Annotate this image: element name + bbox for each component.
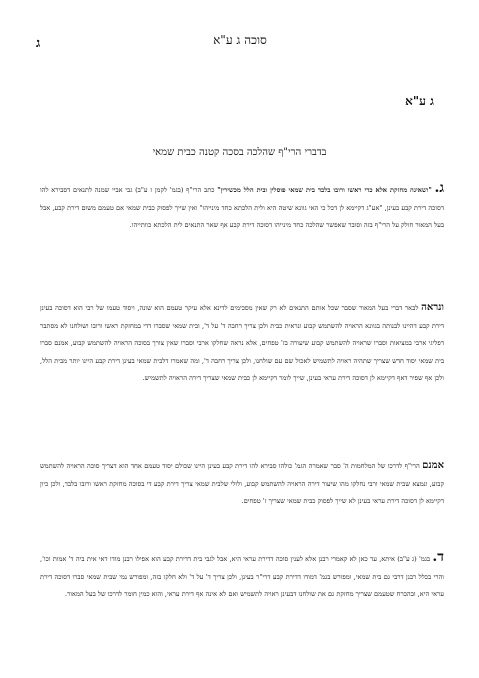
- paragraph-lead: ונראה: [421, 302, 444, 313]
- quoted-phrase: "ושאינה מחזקת אלא כדי ראשו ורובו בלבד בית שמאי פוסלין ובית הלל מכשירין": [217, 186, 432, 194]
- paragraph-text: בגמ' (ג ע"ב) איתא, עד כאן לא קאמרי רבנן אלא לענין סוכה דדירת עראי היא, אבל לגבי בית דדירת קבע הוא אפילו רבנן מודו דאי אית ביה ד' אמות וכו', והרי בכלל רבנן דרבי גם בית שמאי, ומפורש בגמ' דמודו דדירת קבע דרי"ר בעינן, ולכן צריך ד' על ד' ולא חלקו בזה, ומפורש נמי שבית שמאי סברו דסוכה דירת עראי היא, ובהכרח שטעמם שצריך מחזקת גם את שולחנו דבעינן ראויה לתשמיש ואם לא אינה אף דירת עראי, והוא כמין חומר לדרכו של בעל המאור.: [40, 555, 444, 598]
- paragraph-lead: ג.: [434, 180, 444, 196]
- paragraph-2: [40, 299, 444, 388]
- paragraph-3: [40, 457, 444, 511]
- topic-title: בדברי הרי"ף שהלכה בסכה קטנה כבית שמאי: [152, 147, 327, 158]
- paragraph-text: לבאר דברי בעל המאור שסבר שכל אותם התנאים לא רק שאין מסכימים לדינא אלא עיקר טעמם הוא שונה, ויסוד טעמו של רבי הוא דסוכה בעינן דירת קבע דהיינו לבנותה בגוונא הראויה להשתמש קבוע ונראית כבית ולכן צריך רחבה ד' על ד', ובית שמאי שסברו דדי במחזקת ראשו ורובו ושולחנו לא מסתבר דפליגי ארבי במציאות וסברו שראויה להשתמש קבוע שיעורה בז' טפחים, אלא נראה שחלקו ארבי וסברו שאין צורך בסוכה הראויה להשתמש קבוע, אמנם סברו בית שמאי יסוד חדש שצריך שתהיה ראויה לתשמיש לאכול שם עם שולחנו, ולכן צריך רחבה ד', ומה שאמרו דלבית שמאי בעינן דירת קבע היינו יותר מבית הלל, ולכן אף שפיר דאף דקיימא לן דסוכה דירת עראי בעינן, שייך לומר דקיימא לן כבית שמאי שצריך דירה הראויה לתשמיש.: [40, 304, 444, 382]
- paragraph-4: [40, 550, 444, 604]
- running-header-letter: ג: [36, 36, 41, 51]
- paragraph-lead: אמנם: [422, 460, 444, 471]
- section-subheading: ג ע"א: [405, 94, 434, 108]
- paragraph-lead: ד.: [432, 549, 444, 565]
- paragraph-text: כתב הרי"ף (בגמ' לקמן ז ע"ב) גבי אביי שמנה לתנאים דסבירא להו דסוכה דירת קבע בעינן, "אע"ג דקיימא לן דכל כי האי גוונא שיטה היא ולית הלכתא כחד מינייהו" ואין שייך לפסוק כבית שמאי אם טעמם משום דירת קבע, אבל בעל המאור חולק על הרי"ף בזה וסובר שאפשר שהלכה כחד מינייהו דסוכה דירת קבע אף שאר התנאים לית הלכתא כוותייהו.: [40, 186, 444, 229]
- running-header-title: סוכה ג ע"א: [213, 33, 267, 47]
- paragraph-text: הרי"ף לדרכו של המלחמות ה' סבר שאמרה הגמ' כולהו סבירא להו דירת קבע בעינן היינו שכולם יסוד טעמם אחד הוא דצריך סוכה הראויה להשתמש קבוע, ונמצא שבית שמאי ורבי נחלקו מהו שיעור דירה הראויה להשתמש קבוע, ולולי שלבית שמאי צריך דירת קבע די בסוכה מחזקת ראשו ורובו בלבד, ולכן כיון דקיימא לן דסוכה דירת עראי בעינן לא שייך לפסוק כבית שמאי שצריך ז' טפחים.: [40, 462, 444, 505]
- paragraph-1: [40, 181, 444, 235]
